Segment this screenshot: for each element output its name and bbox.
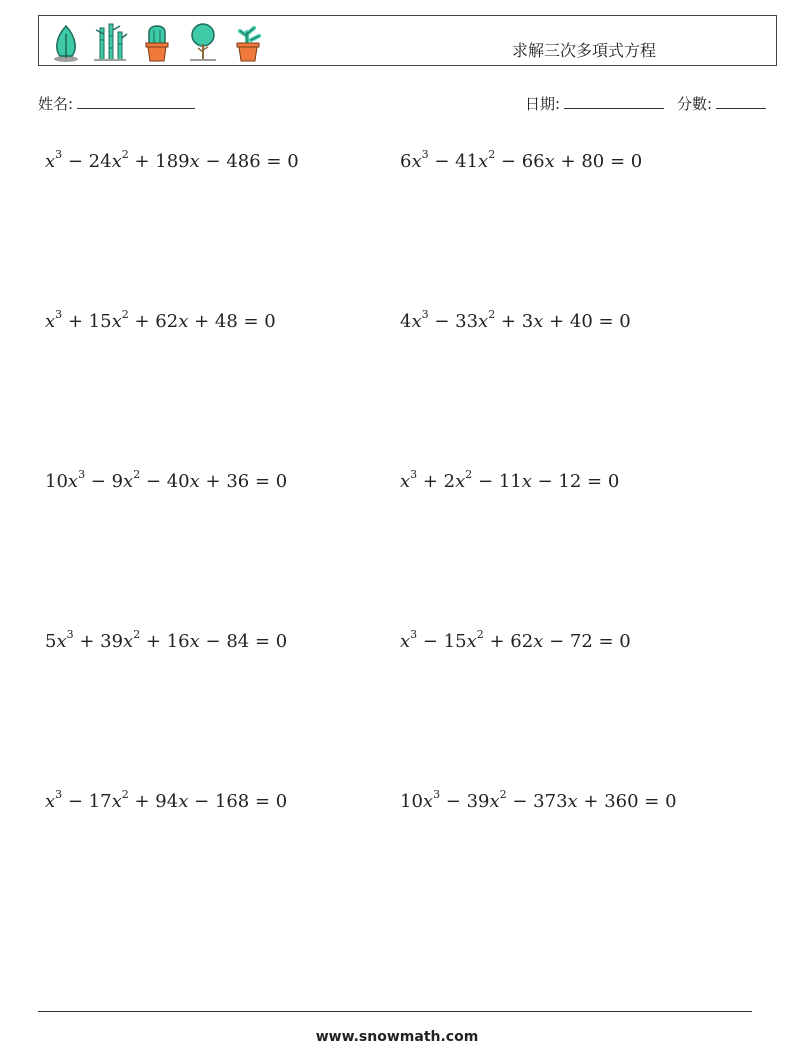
worksheet-title: 求解三次多項式方程 [512, 41, 657, 60]
name-blank[interactable] [77, 94, 195, 109]
score-field [677, 93, 766, 114]
footer-url[interactable]: www.snowmath.com [315, 1029, 479, 1045]
date-blank[interactable] [564, 94, 664, 109]
problem-8: $x^3 - 15x^2 + 62x - 72 = 0$ [400, 628, 631, 652]
problem-7: $5x^3 + 39x^2 + 16x - 84 = 0$ [45, 628, 288, 652]
footer-divider [38, 1011, 752, 1012]
problem-1: $x^3 - 24x^2 + 189x - 486 = 0$ [45, 148, 299, 172]
problem-2: $6x^3 - 41x^2 - 66x + 80 = 0$ [400, 148, 643, 172]
bamboo-icon [92, 22, 128, 62]
date-label: 日期: [525, 95, 561, 113]
problem-4: $4x^3 - 33x^2 + 3x + 40 = 0$ [400, 308, 631, 332]
problem-6: $x^3 + 2x^2 - 11x - 12 = 0$ [400, 468, 620, 492]
score-label: 分數: [677, 95, 713, 113]
tree-icon [49, 22, 83, 62]
problem-10: $10x^3 - 39x^2 - 373x + 360 = 0$ [400, 788, 677, 812]
score-blank[interactable] [716, 94, 766, 109]
problem-5: $10x^3 - 9x^2 - 40x + 36 = 0$ [45, 468, 288, 492]
name-label: 姓名: [38, 95, 74, 113]
name-field [38, 93, 195, 114]
worksheet-header [38, 15, 777, 66]
cactus-pot-icon [141, 22, 173, 62]
problem-9: $x^3 - 17x^2 + 94x - 168 = 0$ [45, 788, 288, 812]
date-field [525, 93, 664, 114]
succulent-pot-icon [231, 22, 267, 62]
round-tree-icon [186, 22, 220, 62]
problem-3: $x^3 + 15x^2 + 62x + 48 = 0$ [45, 308, 276, 332]
